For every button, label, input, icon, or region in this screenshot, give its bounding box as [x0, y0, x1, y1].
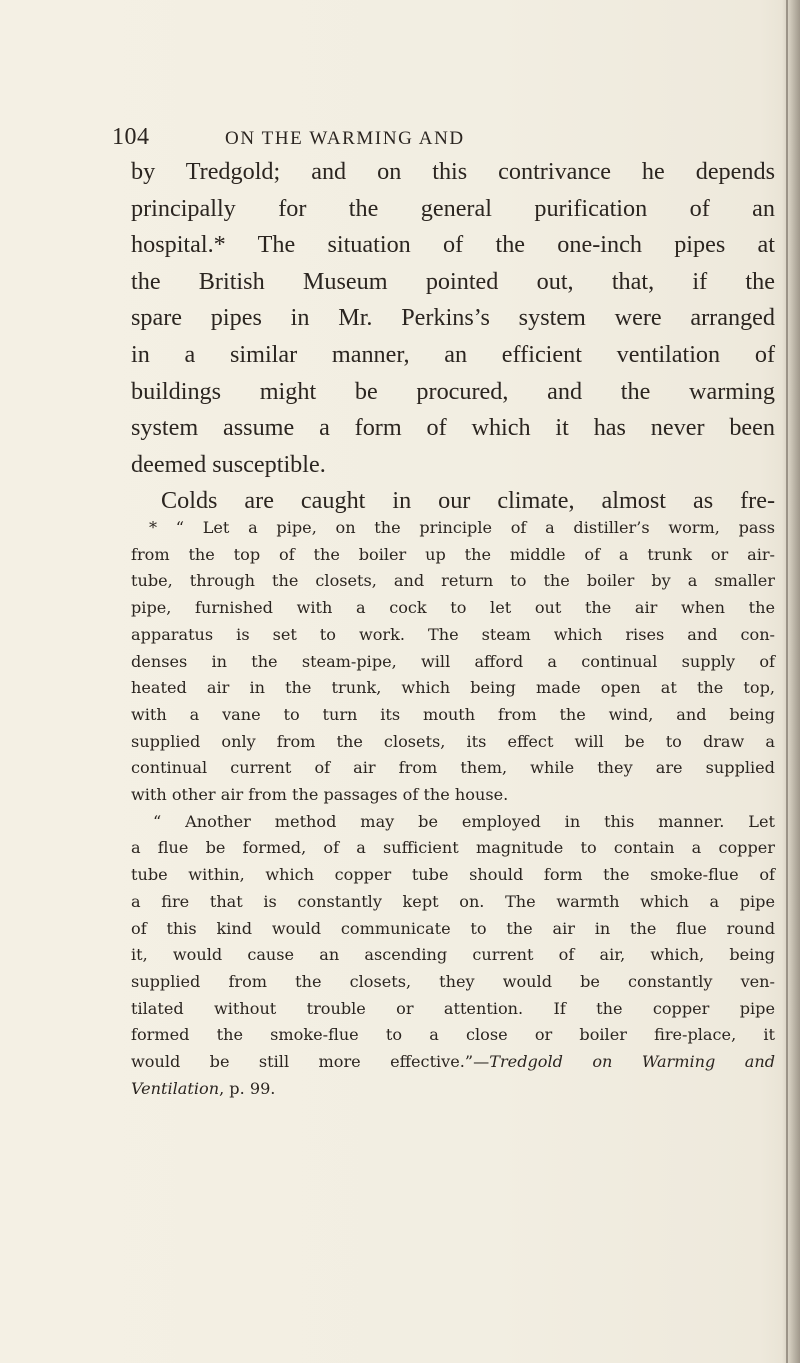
- footnote-line: with a vane to turn its mouth from the wind, and being: [131, 704, 775, 724]
- footnote-line: tube, through the closets, and return to the boiler by a smaller: [131, 571, 775, 591]
- footnote-line: * “ Let a pipe, on the principle of a distiller’s worm, pass: [149, 518, 775, 537]
- page-number: 104: [112, 124, 150, 150]
- footnote-line-with-citation: [131, 1049, 775, 1076]
- footnote-line: a fire that is constantly kept on. The warmth which a pipe: [131, 891, 775, 911]
- footnote-line: apparatus is set to work. The steam which rises and con-: [131, 624, 775, 644]
- footnote-line: with other air from the passages of the house.: [131, 785, 509, 805]
- footnote-line: a flue be formed, of a sufficient magnitude to contain a copper: [131, 838, 775, 858]
- footnote-line: “ Another method may be employed in this manner. Let: [153, 811, 775, 831]
- body-line: Colds are caught in our climate, almost as fre-: [161, 487, 775, 515]
- body-line: deemed susceptible.: [131, 450, 326, 478]
- citation-page-ref: , p. 99.: [219, 1078, 276, 1098]
- footnote-line: continual current of air from them, while they are supplied: [131, 758, 775, 778]
- footnote-text: would be still more effective.”—: [131, 1052, 490, 1072]
- citation-title-continued: Ventilation: [131, 1078, 220, 1098]
- body-line: by Tredgold; and on this contrivance he depends: [131, 158, 775, 185]
- footnote-line: supplied from the closets, they would be constantly ven-: [131, 971, 775, 991]
- body-line: system assume a form of which it has never been: [131, 414, 775, 442]
- footnote-line: denses in the steam-pipe, will afford a continual supply of: [131, 651, 775, 671]
- body-text: [131, 154, 775, 520]
- footnote-line: supplied only from the closets, its effect will be to draw a: [131, 731, 775, 751]
- footnote-line: of this kind would communicate to the air in the flue round: [131, 918, 775, 938]
- footnote-line: pipe, furnished with a cock to let out the air when the: [131, 598, 775, 618]
- footnote-line: tilated without trouble or attention. If the copper pipe: [131, 998, 775, 1018]
- body-line: the British Museum pointed out, that, if the: [131, 267, 775, 295]
- citation-title: Tredgold on Warming and: [489, 1052, 775, 1072]
- body-line: principally for the general purification of an: [131, 194, 775, 222]
- page-edge-shadow: [782, 0, 800, 1363]
- footnote-line: tube within, which copper tube should form the smoke-flue of: [131, 865, 775, 885]
- body-line: hospital.* The situation of the one-inch pipes at: [131, 231, 775, 259]
- citation-line: [131, 1076, 775, 1103]
- body-line: in a similar manner, an efficient ventilation of: [131, 340, 775, 368]
- footnote-line: heated air in the trunk, which being made open at the top,: [131, 678, 775, 698]
- body-line: spare pipes in Mr. Perkins’s system were arranged: [131, 304, 775, 332]
- footnote-line: it, would cause an ascending current of air, which, being: [131, 945, 775, 965]
- page-edge-line: [786, 0, 788, 1363]
- running-head: ON THE WARMING AND: [225, 128, 465, 149]
- footnote-block: [131, 515, 775, 1102]
- footnote-line: from the top of the boiler up the middle of a trunk or air-: [131, 544, 775, 564]
- body-line: buildings might be procured, and the warming: [131, 377, 775, 405]
- footnote-line: formed the smoke-flue to a close or boiler fire-place, it: [131, 1025, 775, 1045]
